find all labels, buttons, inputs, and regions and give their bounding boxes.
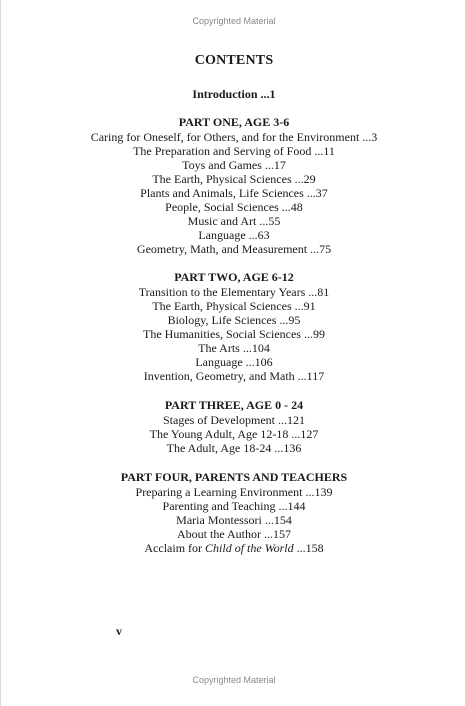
toc-entry: The Adult, Age 18-24 ...136 [166, 441, 302, 455]
part-one-heading: PART ONE, AGE 3-6 [178, 115, 290, 129]
book-title-italic: Child of the World [205, 541, 294, 555]
toc-entry: Toys and Games ...17 [182, 158, 286, 172]
part-two-heading: PART TWO, AGE 6-12 [174, 270, 294, 284]
toc-entry: Geometry, Math, and Measurement ...75 [136, 242, 332, 256]
toc-entry: Plants and Animals, Life Sciences ...37 [140, 186, 328, 200]
page-title: CONTENTS [194, 53, 274, 68]
part-four-section [1, 470, 466, 555]
toc-entry: Language ...63 [198, 228, 270, 242]
toc-entry: Invention, Geometry, and Math ...117 [143, 369, 325, 383]
toc-entry: Music and Art ...55 [187, 214, 281, 228]
toc-entry: Transition to the Elementary Years ...81 [138, 285, 330, 299]
part-four-heading: PART FOUR, PARENTS AND TEACHERS [120, 470, 348, 484]
page-number: v [116, 624, 122, 638]
header-watermark: Copyrighted Material [192, 16, 276, 26]
part-three-section [1, 398, 466, 455]
entry-suffix: ...158 [293, 541, 324, 555]
toc-entry: The Humanities, Social Sciences ...99 [143, 327, 325, 341]
part-two-section [1, 270, 466, 383]
toc-entry: The Young Adult, Age 12-18 ...127 [149, 427, 319, 441]
toc-entry: Parenting and Teaching ...144 [162, 499, 306, 513]
toc-entry: The Arts ...104 [198, 341, 270, 355]
toc-entry: Preparing a Learning Environment ...139 [135, 485, 333, 499]
toc-entry: Biology, Life Sciences ...95 [167, 313, 301, 327]
footer-watermark: Copyrighted Material [192, 675, 276, 685]
toc-entry: The Preparation and Serving of Food ...11 [133, 144, 335, 158]
toc-entry-acclaim [1, 541, 466, 555]
part-three-heading: PART THREE, AGE 0 - 24 [164, 398, 304, 412]
part-one-section [1, 115, 466, 256]
toc-entry: Language ...106 [195, 355, 273, 369]
toc-entry: People, Social Sciences ...48 [165, 200, 303, 214]
toc-entry: The Earth, Physical Sciences ...29 [152, 172, 316, 186]
toc-entry: Stages of Development ...121 [163, 413, 305, 427]
toc-entry: Caring for Oneself, for Others, and for the Environment ...3 [90, 130, 378, 144]
toc-entry: Maria Montessori ...154 [176, 513, 292, 527]
toc-entry: The Earth, Physical Sciences ...91 [152, 299, 316, 313]
entry-prefix: Acclaim for [144, 541, 206, 555]
introduction-entry: Introduction ...1 [192, 87, 276, 101]
toc-entry: About the Author ...157 [177, 527, 291, 541]
